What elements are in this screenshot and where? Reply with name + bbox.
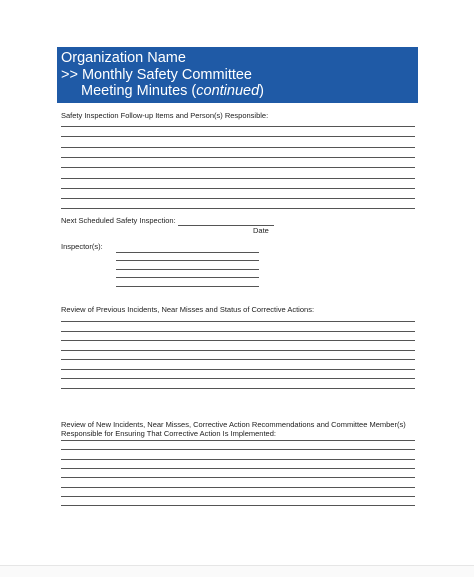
followup-line[interactable] xyxy=(61,178,415,179)
new-incident-line[interactable] xyxy=(61,459,415,460)
inspector-line[interactable] xyxy=(116,260,259,261)
minutes-title-main: Meeting Minutes ( xyxy=(81,83,197,99)
followup-line[interactable] xyxy=(61,198,415,199)
previous-incident-line[interactable] xyxy=(61,321,415,322)
minutes-title-continued: continued xyxy=(196,83,260,99)
new-incident-line[interactable] xyxy=(61,487,415,488)
new-incident-line[interactable] xyxy=(61,440,415,441)
new-incident-line[interactable] xyxy=(61,468,415,469)
followup-line[interactable] xyxy=(61,136,415,137)
inspectors-label: Inspector(s): xyxy=(61,242,103,251)
review-new-label-line2: Responsible for Ensuring That Corrective Action Is Implemented: xyxy=(61,429,276,438)
followup-label: Safety Inspection Follow-up Items and Person(s) Responsible: xyxy=(61,111,269,120)
followup-line[interactable] xyxy=(61,208,415,209)
next-inspection-label: Next Scheduled Safety Inspection: xyxy=(61,216,176,225)
followup-line[interactable] xyxy=(61,126,415,127)
review-previous-label: Review of Previous Incidents, Near Misses and Status of Corrective Actions: xyxy=(61,305,315,314)
new-incident-line[interactable] xyxy=(61,496,415,497)
page-bottom-edge xyxy=(0,565,474,577)
inspector-line[interactable] xyxy=(116,286,259,287)
inspector-line[interactable] xyxy=(116,252,259,253)
title-banner xyxy=(57,47,418,103)
previous-incident-line[interactable] xyxy=(61,388,415,389)
committee-title: >> Monthly Safety Committee xyxy=(61,67,252,83)
date-label: Date xyxy=(253,226,269,235)
inspector-line[interactable] xyxy=(116,277,259,278)
new-incident-line[interactable] xyxy=(61,505,415,506)
previous-incident-line[interactable] xyxy=(61,350,415,351)
previous-incident-line[interactable] xyxy=(61,340,415,341)
new-incident-line[interactable] xyxy=(61,449,415,450)
minutes-title xyxy=(81,83,264,99)
previous-incident-line[interactable] xyxy=(61,369,415,370)
followup-line[interactable] xyxy=(61,147,415,148)
previous-incident-line[interactable] xyxy=(61,331,415,332)
previous-incident-line[interactable] xyxy=(61,378,415,379)
previous-incident-line[interactable] xyxy=(61,359,415,360)
followup-line[interactable] xyxy=(61,167,415,168)
followup-line[interactable] xyxy=(61,188,415,189)
followup-line[interactable] xyxy=(61,157,415,158)
review-new-label-line1: Review of New Incidents, Near Misses, Corrective Action Recommendations and Committee Member(s) xyxy=(61,420,406,429)
organization-name: Organization Name xyxy=(61,50,186,66)
minutes-title-close: ) xyxy=(259,83,264,99)
new-incident-line[interactable] xyxy=(61,477,415,478)
inspector-line[interactable] xyxy=(116,269,259,270)
